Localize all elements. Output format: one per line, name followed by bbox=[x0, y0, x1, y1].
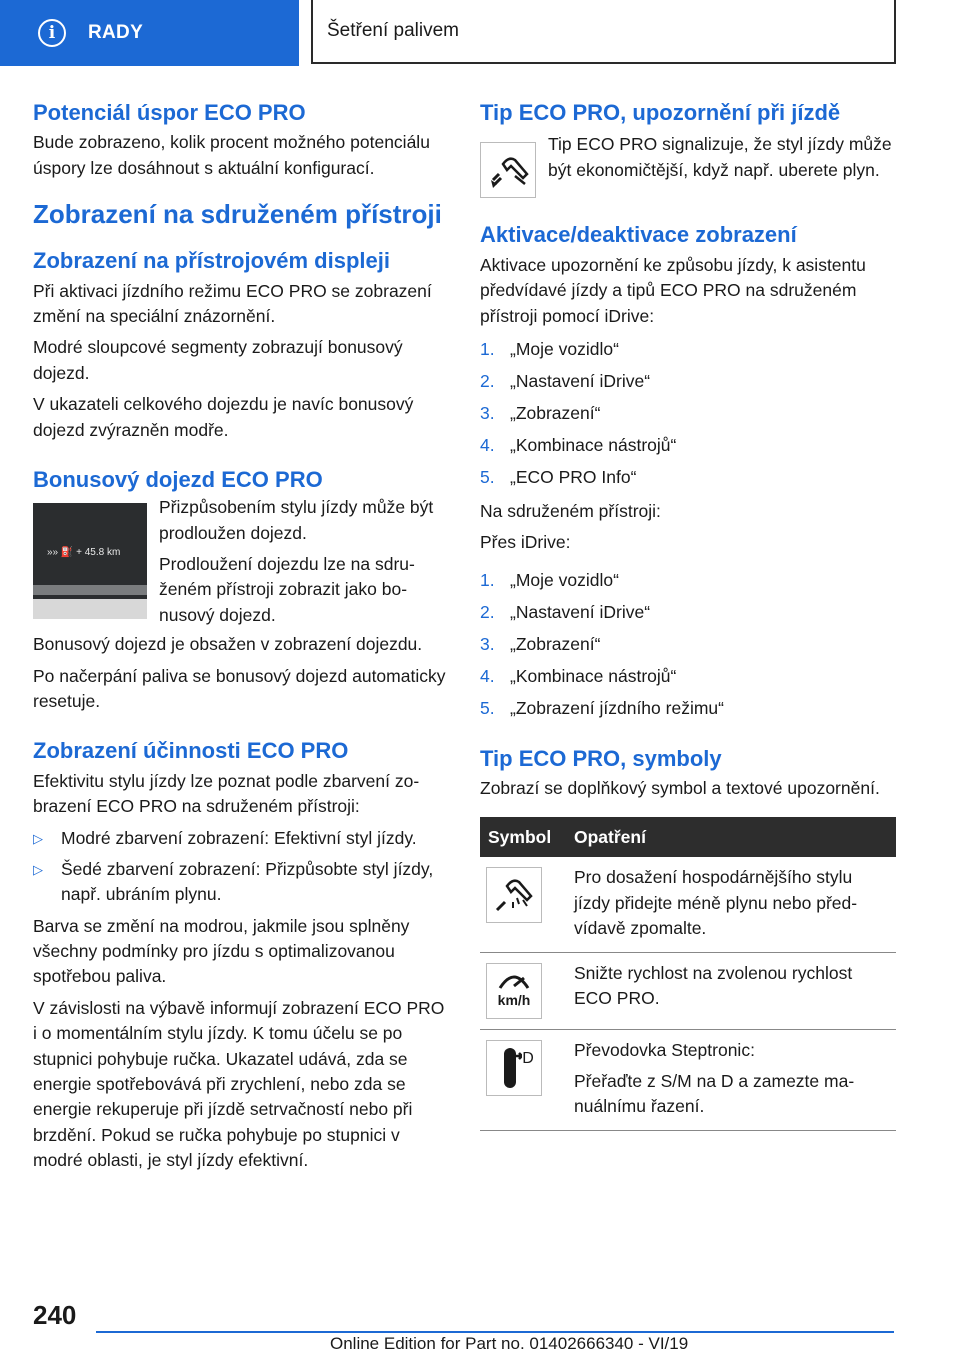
column-header-action: Opatření bbox=[566, 817, 896, 857]
paragraph: Modré sloupcové segmenty zobrazují bonusový dojezd. bbox=[33, 337, 403, 383]
numbered-list bbox=[480, 568, 898, 728]
footer-edition: Online Edition for Part no. 01402666340 - VI/19 bbox=[330, 1334, 689, 1353]
heading-cluster-display: Zobrazení na sdruženém přístroji bbox=[33, 199, 442, 230]
gear-d-label: D bbox=[522, 1049, 534, 1067]
list-item: 5. „Zobrazení jízdního režimu“ bbox=[480, 697, 724, 718]
triangle-bullet-icon: ▷ bbox=[33, 830, 43, 846]
table-cell: Převodovka Steptronic: Přeřaďte z S/M na D a zamezte manuálnímu řazení. bbox=[566, 1029, 896, 1130]
info-icon: i bbox=[38, 19, 66, 47]
paragraph: Prodloužení dojezdu lze na sdruženém přístroji zobrazit jako bonusový dojezd. bbox=[159, 554, 415, 625]
heading-activate-display: Aktivace/deaktivace zobrazení bbox=[480, 222, 797, 248]
list-item: ▷ Šedé zbarvení zobrazení: Přizpůsobte styl jízdy, např. ubráním plynu. bbox=[33, 857, 451, 908]
list-item: 2. „Nastavení iDrive“ bbox=[480, 601, 651, 622]
heading-eco-tip: Tip ECO PRO, upozornění při jízdě bbox=[480, 100, 841, 125]
page-number: 240 bbox=[33, 1300, 77, 1330]
bonus-range-block bbox=[33, 497, 451, 628]
table-row bbox=[480, 1029, 896, 1130]
gear-shift-d-icon bbox=[486, 1040, 542, 1096]
eco-tip-block bbox=[480, 134, 898, 198]
paragraph: Aktivace upozornění ke způsobu jízdy, k asistentu předvídavé jízdy a tipů ECO PRO na sdruženém přístroji pomocí iDrive: bbox=[480, 254, 866, 326]
bonus-range-display-image bbox=[33, 503, 147, 619]
table-header-row bbox=[480, 817, 896, 857]
column-header-symbol: Symbol bbox=[480, 817, 566, 857]
symbols-table bbox=[480, 817, 896, 1130]
list-item: 1. „Moje vozidlo“ bbox=[480, 569, 619, 590]
paragraph: V ukazateli celkového dojezdu je navíc bonusový dojezd zvýrazněn modře. bbox=[33, 394, 414, 440]
table-cell: Snižte rychlost na zvolenou rychlost ECO PRO. bbox=[566, 952, 896, 1029]
heading-eco-symbols: Tip ECO PRO, symboly bbox=[480, 745, 722, 771]
page-header bbox=[0, 0, 960, 66]
heading-eco-savings: Potenciál úspor ECO PRO bbox=[33, 100, 306, 125]
paragraph: Bude zobrazeno, kolik procent možného potenciálu úspory lze dosáhnout s aktuální konfigurací. bbox=[33, 132, 430, 178]
paragraph: V závislosti na výbavě informují zobrazení ECO PRO i o momentálním stylu jízdy. K tomu účelu se po stupnici pohybuje ručka. Ukazatel udává, zda se energie spotřebovává při zrychlení, nebo zda se energie rekuperuje při jízdě setrvačností nebo při brzdění. Pokud se ručka pohybuje po stupnici v modré oblasti, je styl jízdy efektivní. bbox=[33, 997, 445, 1170]
numbered-list bbox=[480, 337, 898, 497]
list-item: 4. „Kombinace nástrojů“ bbox=[480, 665, 677, 686]
bonus-range-readout: »» ⛽ + 45.8 km bbox=[47, 547, 121, 559]
paragraph: Efektivitu stylu jízdy lze poznat podle zbarvení zobrazení ECO PRO na sdruženém přístroji: bbox=[33, 770, 420, 817]
paragraph: Na sdruženém přístroji: bbox=[480, 500, 661, 521]
right-column bbox=[480, 100, 898, 1131]
list-item: ▷ Modré zbarvení zobrazení: Efektivní styl jízdy. bbox=[33, 826, 451, 851]
list-item: 5. „ECO PRO Info“ bbox=[480, 466, 637, 487]
speedometer-kmh-icon bbox=[486, 963, 542, 1019]
table-row bbox=[480, 857, 896, 952]
paragraph: Tip ECO PRO signalizuje, že styl jízdy může být ekonomičtější, když např. uberete plyn. bbox=[548, 134, 892, 180]
heading-instrument-display: Zobrazení na přístrojovém displeji bbox=[33, 248, 390, 274]
list-item: 3. „Zobrazení“ bbox=[480, 633, 601, 654]
heading-bonus-range: Bonusový dojezd ECO PRO bbox=[33, 466, 323, 492]
foot-off-pedal-icon bbox=[480, 142, 536, 198]
list-item: 1. „Moje vozidlo“ bbox=[480, 338, 619, 359]
table-cell: Pro dosažení hospodárnějšího stylu jízdy přidejte méně plynu nebo předvídavě zpomalte. bbox=[566, 857, 896, 952]
heading-eco-efficiency: Zobrazení účinnosti ECO PRO bbox=[33, 738, 349, 764]
paragraph: Barva se změní na modrou, jakmile jsou splněny všechny podmínky pro jízdu s optimalizovanou spotřebou paliva. bbox=[33, 915, 410, 987]
paragraph: Přes iDrive: bbox=[480, 532, 571, 553]
paragraph: Při aktivaci jízdního režimu ECO PRO se zobrazení změní na speciální znázornění. bbox=[33, 280, 432, 327]
release-pedal-icon bbox=[486, 867, 542, 923]
section-tab-label: RADY bbox=[88, 22, 144, 43]
left-column bbox=[33, 100, 451, 1173]
table-row bbox=[480, 952, 896, 1029]
triangle-bullet-icon: ▷ bbox=[33, 861, 43, 877]
chapter-title-box bbox=[311, 0, 896, 64]
list-item: 2. „Nastavení iDrive“ bbox=[480, 370, 651, 391]
list-item: 3. „Zobrazení“ bbox=[480, 402, 601, 423]
chapter-title: Šetření palivem bbox=[327, 20, 460, 41]
footer-divider bbox=[96, 1331, 894, 1333]
speedometer-unit-label: km/h bbox=[497, 992, 531, 1009]
paragraph: Přizpůsobením stylu jízdy může být prodloužen dojezd. bbox=[159, 497, 434, 543]
paragraph: Zobrazí se doplňkový symbol a textové upozornění. bbox=[480, 778, 880, 799]
paragraph: Bonusový dojezd je obsažen v zobrazení dojezdu. bbox=[33, 634, 423, 655]
list-item: 4. „Kombinace nástrojů“ bbox=[480, 434, 677, 455]
paragraph: Po načerpání paliva se bonusový dojezd automaticky resetuje. bbox=[33, 665, 446, 711]
section-tab bbox=[0, 0, 299, 66]
